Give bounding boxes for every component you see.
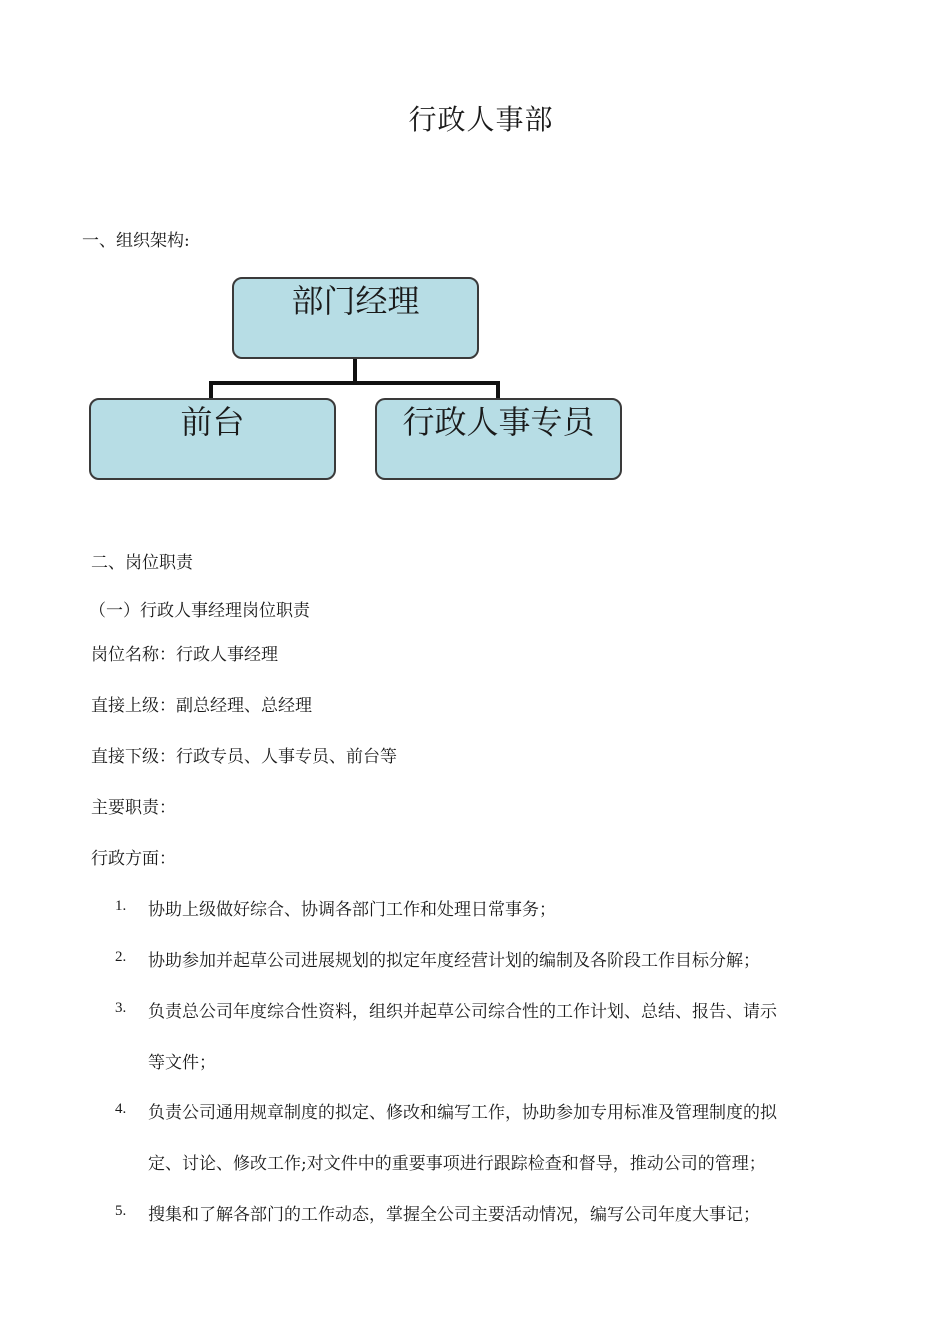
page-title: 行政人事部 xyxy=(408,103,554,136)
org-chart-connector xyxy=(209,381,500,385)
list-item-text: 负责公司通用规章制度的拟定、修改和编写工作，协助参加专用标准及管理制度的拟 xyxy=(148,1103,777,1123)
position-name: 岗位名称：行政人事经理 xyxy=(91,645,278,665)
list-item-number: 4. xyxy=(115,1101,127,1117)
list-item-text: 协助参加并起草公司进展规划的拟定年度经营计划的编制及各阶段工作目标分解； xyxy=(148,951,760,971)
list-item-text: 负责总公司年度综合性资料，组织并起草公司综合性的工作计划、总结、报告、请示 xyxy=(148,1002,777,1022)
org-node-manager: 部门经理 xyxy=(232,277,479,359)
list-item-number: 2. xyxy=(115,949,127,965)
list-item-number: 1. xyxy=(115,898,127,914)
direct-superior: 直接上级：副总经理、总经理 xyxy=(91,696,312,716)
list-item-text: 定、讨论、修改工作;对文件中的重要事项进行跟踪检查和督导，推动公司的管理； xyxy=(148,1154,766,1174)
admin-aspect-label: 行政方面： xyxy=(91,849,176,869)
subsection-heading: （一）行政人事经理岗位职责 xyxy=(89,601,310,621)
list-item-text: 搜集和了解各部门的工作动态，掌握全公司主要活动情况，编写公司年度大事记； xyxy=(148,1205,760,1225)
org-chart-connector xyxy=(496,381,500,399)
section-heading-org-structure: 一、组织架构: xyxy=(82,231,190,251)
org-node-admin-hr-specialist: 行政人事专员 xyxy=(375,398,622,480)
list-item-number: 5. xyxy=(115,1203,127,1219)
org-chart-connector xyxy=(209,381,213,399)
list-item-number: 3. xyxy=(115,1000,127,1016)
direct-subordinates: 直接下级：行政专员、人事专员、前台等 xyxy=(91,747,397,767)
list-item-text: 等文件； xyxy=(148,1053,216,1073)
section-heading-responsibilities: 二、岗位职责 xyxy=(91,553,193,573)
org-node-reception: 前台 xyxy=(89,398,336,480)
list-item-text: 协助上级做好综合、协调各部门工作和处理日常事务； xyxy=(148,900,556,920)
main-duties-label: 主要职责： xyxy=(91,798,176,818)
